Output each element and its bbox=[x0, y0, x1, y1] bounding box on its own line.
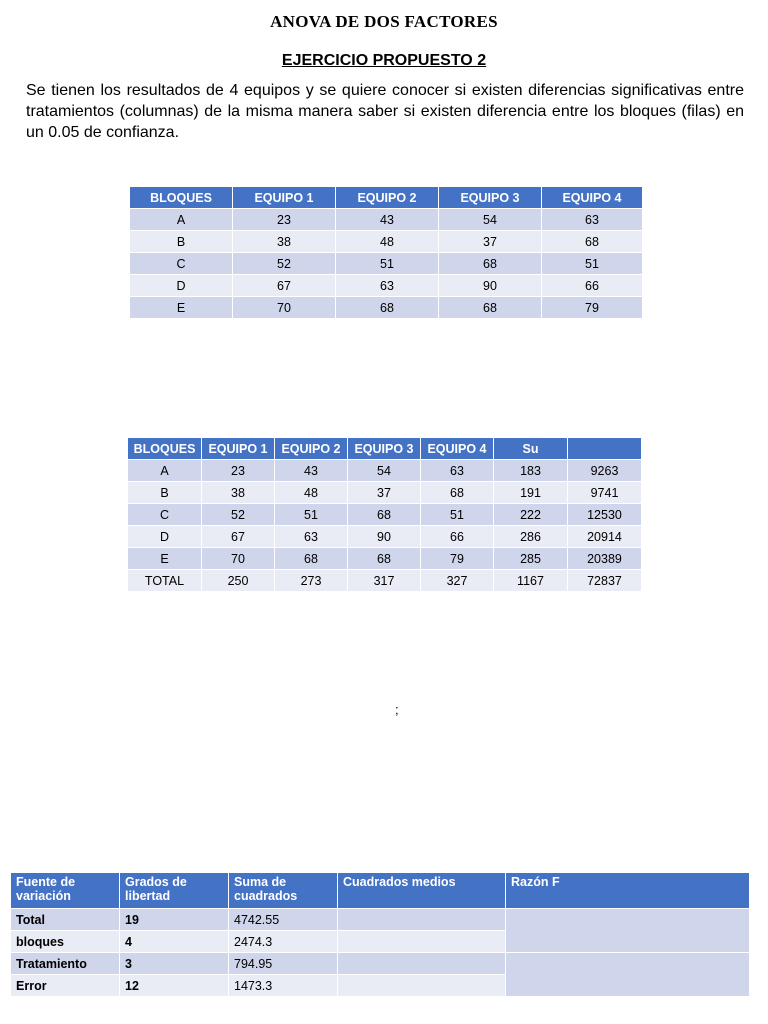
table-cell: 9741 bbox=[568, 482, 642, 504]
table-cell: 67 bbox=[233, 275, 336, 297]
table-row bbox=[130, 275, 643, 297]
page-title: ANOVA DE DOS FACTORES bbox=[270, 12, 498, 31]
table-cell: 12 bbox=[120, 975, 229, 997]
table-row bbox=[130, 253, 643, 275]
table-cell: Error bbox=[11, 975, 120, 997]
table-cell: 68 bbox=[439, 253, 542, 275]
header-fuente: Fuente de variación bbox=[11, 873, 120, 909]
table-cell: 4742.55 bbox=[229, 909, 338, 931]
table-cell: 9263 bbox=[568, 460, 642, 482]
table-cell: 19 bbox=[120, 909, 229, 931]
table-cell: 37 bbox=[439, 231, 542, 253]
problem-statement: Se tienen los resultados de 4 equipos y se quiere conocer si existen diferencias significativas entre tratamientos (columnas) de la misma manera saber si existen diferencia entre los bloques (filas) en un 0.05 de confianza. bbox=[26, 82, 744, 141]
table-cell: 79 bbox=[421, 548, 494, 570]
table-cell: 63 bbox=[542, 209, 643, 231]
table-cell: E bbox=[128, 548, 202, 570]
table-cell: 90 bbox=[439, 275, 542, 297]
table-cell: 70 bbox=[233, 297, 336, 319]
table-cell: 222 bbox=[494, 504, 568, 526]
table-cell: D bbox=[128, 526, 202, 548]
table-row bbox=[11, 953, 750, 975]
stray-semicolon: ; bbox=[395, 702, 399, 717]
table-cell: 38 bbox=[233, 231, 336, 253]
header-equipo-3: EQUIPO 3 bbox=[439, 187, 542, 209]
table-cell: 52 bbox=[202, 504, 275, 526]
table-header-row bbox=[128, 438, 642, 460]
table-row bbox=[11, 909, 750, 931]
header-sum-squares bbox=[568, 438, 642, 460]
table-cell: 68 bbox=[336, 297, 439, 319]
header-grados: Grados de libertad bbox=[120, 873, 229, 909]
empty-cell bbox=[338, 953, 506, 975]
table-row bbox=[130, 209, 643, 231]
table-cell: 68 bbox=[439, 297, 542, 319]
table-cell: 66 bbox=[542, 275, 643, 297]
header-suma: Suma de cuadrados bbox=[229, 873, 338, 909]
table-cell: 3 bbox=[120, 953, 229, 975]
exercise-subtitle: EJERCICIO PROPUESTO 2 bbox=[281, 52, 487, 69]
table-cell: bloques bbox=[11, 931, 120, 953]
table-cell: 51 bbox=[275, 504, 348, 526]
table-cell: 72837 bbox=[568, 570, 642, 592]
table-cell: D bbox=[130, 275, 233, 297]
table-cell: B bbox=[130, 231, 233, 253]
header-cuadrados-medios: Cuadrados medios bbox=[338, 873, 506, 909]
table-cell: 68 bbox=[348, 548, 421, 570]
table-cell: 68 bbox=[275, 548, 348, 570]
table-cell: 63 bbox=[421, 460, 494, 482]
table-cell: 51 bbox=[421, 504, 494, 526]
data-table bbox=[129, 186, 643, 319]
table-cell: 285 bbox=[494, 548, 568, 570]
header-equipo-3: EQUIPO 3 bbox=[348, 438, 421, 460]
table-cell: TOTAL bbox=[128, 570, 202, 592]
table-row bbox=[128, 460, 642, 482]
table-cell: 1167 bbox=[494, 570, 568, 592]
table-cell: 43 bbox=[275, 460, 348, 482]
table-cell: A bbox=[130, 209, 233, 231]
total-row bbox=[128, 570, 642, 592]
table-cell: 54 bbox=[348, 460, 421, 482]
table-row bbox=[128, 526, 642, 548]
header-equipo-4: EQUIPO 4 bbox=[542, 187, 643, 209]
header-equipo-1: EQUIPO 1 bbox=[233, 187, 336, 209]
header-equipo-4: EQUIPO 4 bbox=[421, 438, 494, 460]
table-cell: 12530 bbox=[568, 504, 642, 526]
header-equipo-1: EQUIPO 1 bbox=[202, 438, 275, 460]
table-cell: 1473.3 bbox=[229, 975, 338, 997]
table-row bbox=[128, 504, 642, 526]
table-cell: 20389 bbox=[568, 548, 642, 570]
table-cell: 794.95 bbox=[229, 953, 338, 975]
table-cell: 191 bbox=[494, 482, 568, 504]
table-cell: 63 bbox=[275, 526, 348, 548]
totals-table bbox=[127, 437, 642, 592]
empty-cell bbox=[506, 909, 750, 953]
table-cell: 68 bbox=[542, 231, 643, 253]
table-cell: 327 bbox=[421, 570, 494, 592]
table-cell: 273 bbox=[275, 570, 348, 592]
table-header-row bbox=[130, 187, 643, 209]
table-cell: 90 bbox=[348, 526, 421, 548]
table-row bbox=[130, 231, 643, 253]
table-cell: C bbox=[130, 253, 233, 275]
table-cell: 23 bbox=[233, 209, 336, 231]
table-cell: 52 bbox=[233, 253, 336, 275]
header-bloques: BLOQUES bbox=[130, 187, 233, 209]
table-cell: 63 bbox=[336, 275, 439, 297]
table-header-row bbox=[11, 873, 750, 909]
table-cell: Tratamiento bbox=[11, 953, 120, 975]
table-row bbox=[128, 548, 642, 570]
table-cell: 48 bbox=[336, 231, 439, 253]
table-cell: 51 bbox=[336, 253, 439, 275]
table-cell: 66 bbox=[421, 526, 494, 548]
empty-cell bbox=[338, 909, 506, 931]
table-cell: 67 bbox=[202, 526, 275, 548]
table-cell: 20914 bbox=[568, 526, 642, 548]
table-cell: 37 bbox=[348, 482, 421, 504]
table-cell: 286 bbox=[494, 526, 568, 548]
table-cell: 38 bbox=[202, 482, 275, 504]
table-cell: 183 bbox=[494, 460, 568, 482]
table-cell: 2474.3 bbox=[229, 931, 338, 953]
table-row bbox=[130, 297, 643, 319]
table-cell: 54 bbox=[439, 209, 542, 231]
table-cell: E bbox=[130, 297, 233, 319]
anova-table bbox=[10, 872, 750, 997]
table-cell: 23 bbox=[202, 460, 275, 482]
table-cell: 51 bbox=[542, 253, 643, 275]
empty-cell bbox=[338, 975, 506, 997]
table-cell: 68 bbox=[348, 504, 421, 526]
header-razon-f: Razón F bbox=[506, 873, 750, 909]
header-bloques: BLOQUES bbox=[128, 438, 202, 460]
table-cell: 70 bbox=[202, 548, 275, 570]
empty-cell bbox=[506, 953, 750, 997]
table-row bbox=[128, 482, 642, 504]
table-cell: B bbox=[128, 482, 202, 504]
table-cell: 4 bbox=[120, 931, 229, 953]
table-cell: 250 bbox=[202, 570, 275, 592]
table-cell: 43 bbox=[336, 209, 439, 231]
table-cell: 48 bbox=[275, 482, 348, 504]
table-cell: C bbox=[128, 504, 202, 526]
table-cell: 79 bbox=[542, 297, 643, 319]
table-cell: Total bbox=[11, 909, 120, 931]
empty-cell bbox=[338, 931, 506, 953]
table-cell: 68 bbox=[421, 482, 494, 504]
header-equipo-2: EQUIPO 2 bbox=[275, 438, 348, 460]
table-cell: 317 bbox=[348, 570, 421, 592]
table-cell: A bbox=[128, 460, 202, 482]
header-equipo-2: EQUIPO 2 bbox=[336, 187, 439, 209]
header-sum: Su bbox=[494, 438, 568, 460]
